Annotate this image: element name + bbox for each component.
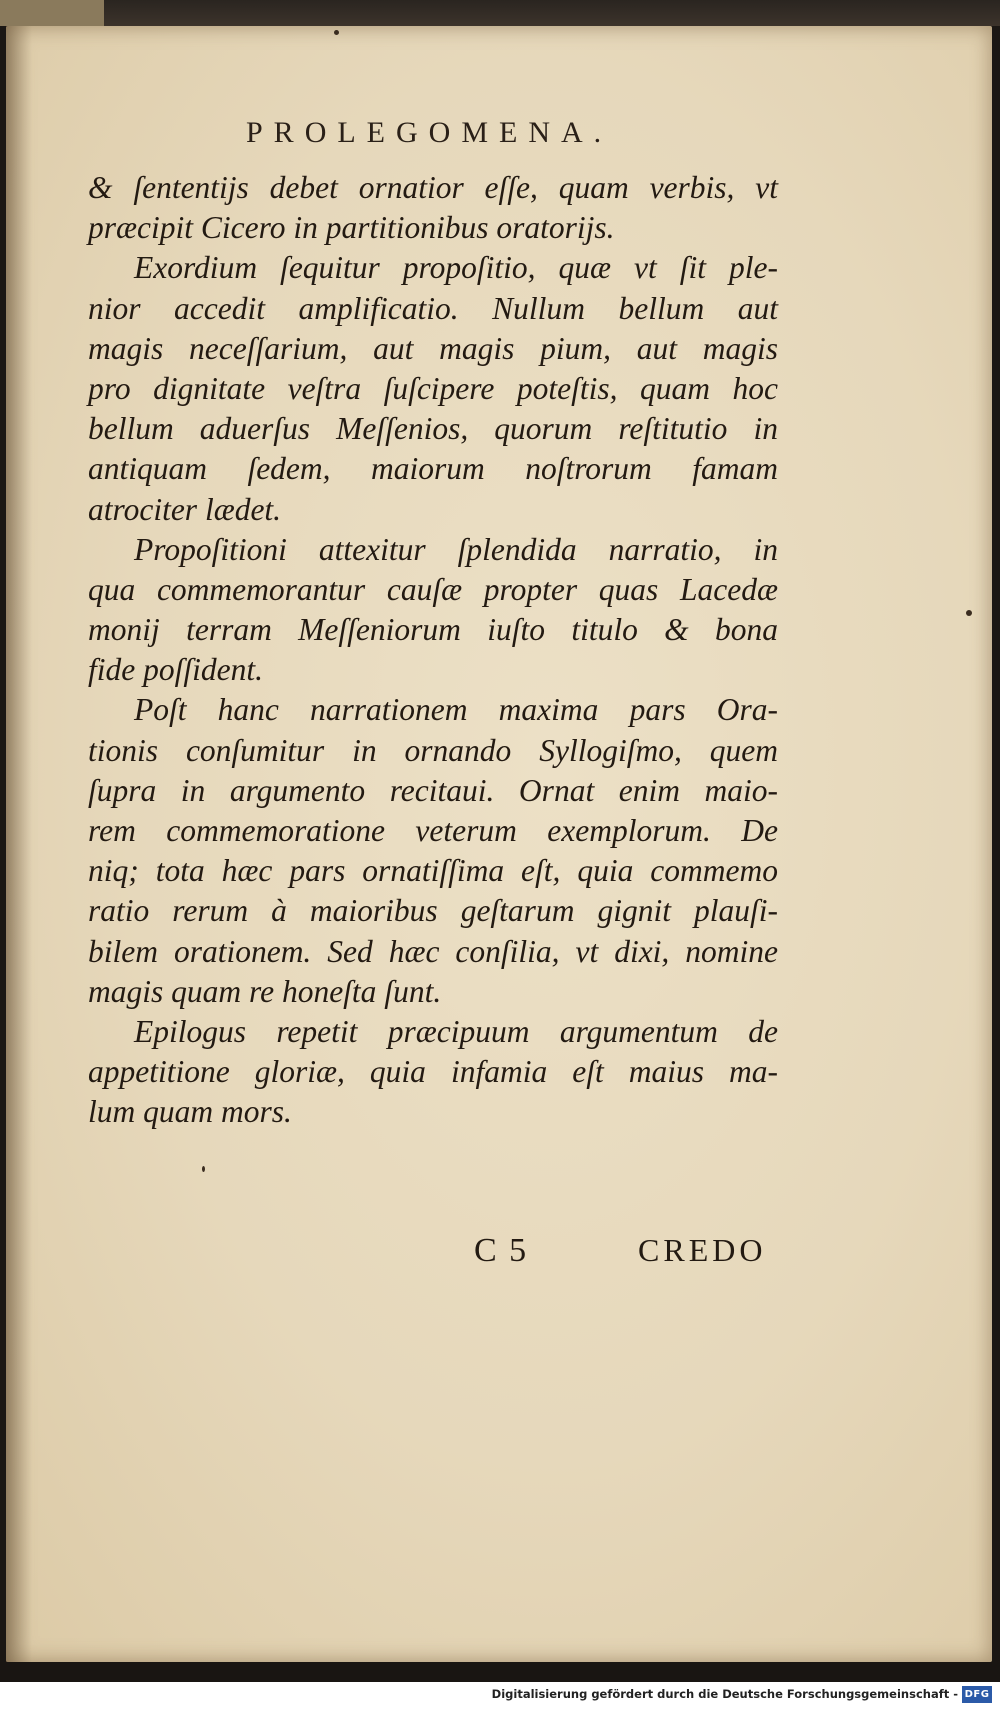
text-line: magis quam re honeſta ſunt. [88, 973, 442, 1009]
text-line: Poſt hanc narrationem maxima pars Ora- [134, 692, 778, 728]
text-line: fide poſſident. [88, 652, 263, 688]
body-text [88, 168, 778, 1133]
page-gutter-shadow [6, 26, 32, 1662]
digitization-footer [0, 1682, 1000, 1709]
text-line: ſupra in argumento recitaui. Ornat enim maio- [88, 772, 778, 808]
ink-speck [966, 610, 972, 616]
text-line: præcipit Cicero in partitionibus oratorijs. [88, 210, 615, 246]
text-line: rem commemoratione veterum exemplorum. De [88, 813, 778, 848]
text-line: antiquam ſedem, maiorum noſtrorum famam [88, 451, 778, 487]
text-line: & ſententijs debet ornatior eſſe, quam verbis, vt [88, 170, 778, 205]
scan-bottom-edge [0, 1660, 1000, 1682]
book-page [6, 26, 992, 1662]
text-line: appetitione gloriæ, quia infamia eſt maius ma- [88, 1054, 778, 1090]
binding-tab [0, 0, 104, 26]
text-line: tionis conſumitur in ornando Syllogiſmo, quem [88, 732, 778, 768]
ink-speck [202, 1166, 205, 1172]
text-line: niq; tota hæc pars ornatiſſima eſt, quia commemo [88, 853, 778, 889]
scan-top-edge [0, 0, 1000, 26]
footer-credit: Digitalisierung gefördert durch die Deutsche Forschungsgemeinschaft - [491, 1687, 958, 1701]
running-head: PROLEGOMENA. [246, 116, 613, 149]
ink-speck [334, 30, 339, 35]
text-line: lum quam mors. [88, 1094, 292, 1130]
text-line: magis neceſſarium, aut magis pium, aut magis [88, 330, 778, 366]
text-line: ratio rerum à maioribus geſtarum gignit plauſi- [88, 893, 778, 929]
text-line: bilem orationem. Sed hæc conſilia, vt dixi, nomine [88, 933, 778, 969]
text-line: Epilogus repetit præcipuum argumentum de [134, 1013, 778, 1049]
text-line: Exordium ſequitur propoſitio, quæ vt ſit ple- [134, 250, 778, 286]
text-line: atrociter lædet. [88, 491, 282, 527]
text-line: Propoſitioni attexitur ſplendida narratio, in [134, 531, 778, 567]
text-line: monij terram Meſſeniorum iuſto titulo & bona [88, 612, 778, 648]
signature-mark: C 5 [474, 1232, 529, 1269]
text-line: bellum aduerſus Meſſenios, quorum reſtitutio in [88, 411, 778, 447]
catchword: CREDO [638, 1232, 767, 1268]
text-line: pro dignitate veſtra ſuſcipere poteſtis, quam hoc [88, 370, 778, 406]
dfg-logo: DFG [962, 1686, 992, 1703]
text-line: qua commemorantur cauſæ propter quas Lacedæ [88, 571, 778, 607]
text-line: nior accedit amplificatio. Nullum bellum aut [88, 290, 778, 326]
